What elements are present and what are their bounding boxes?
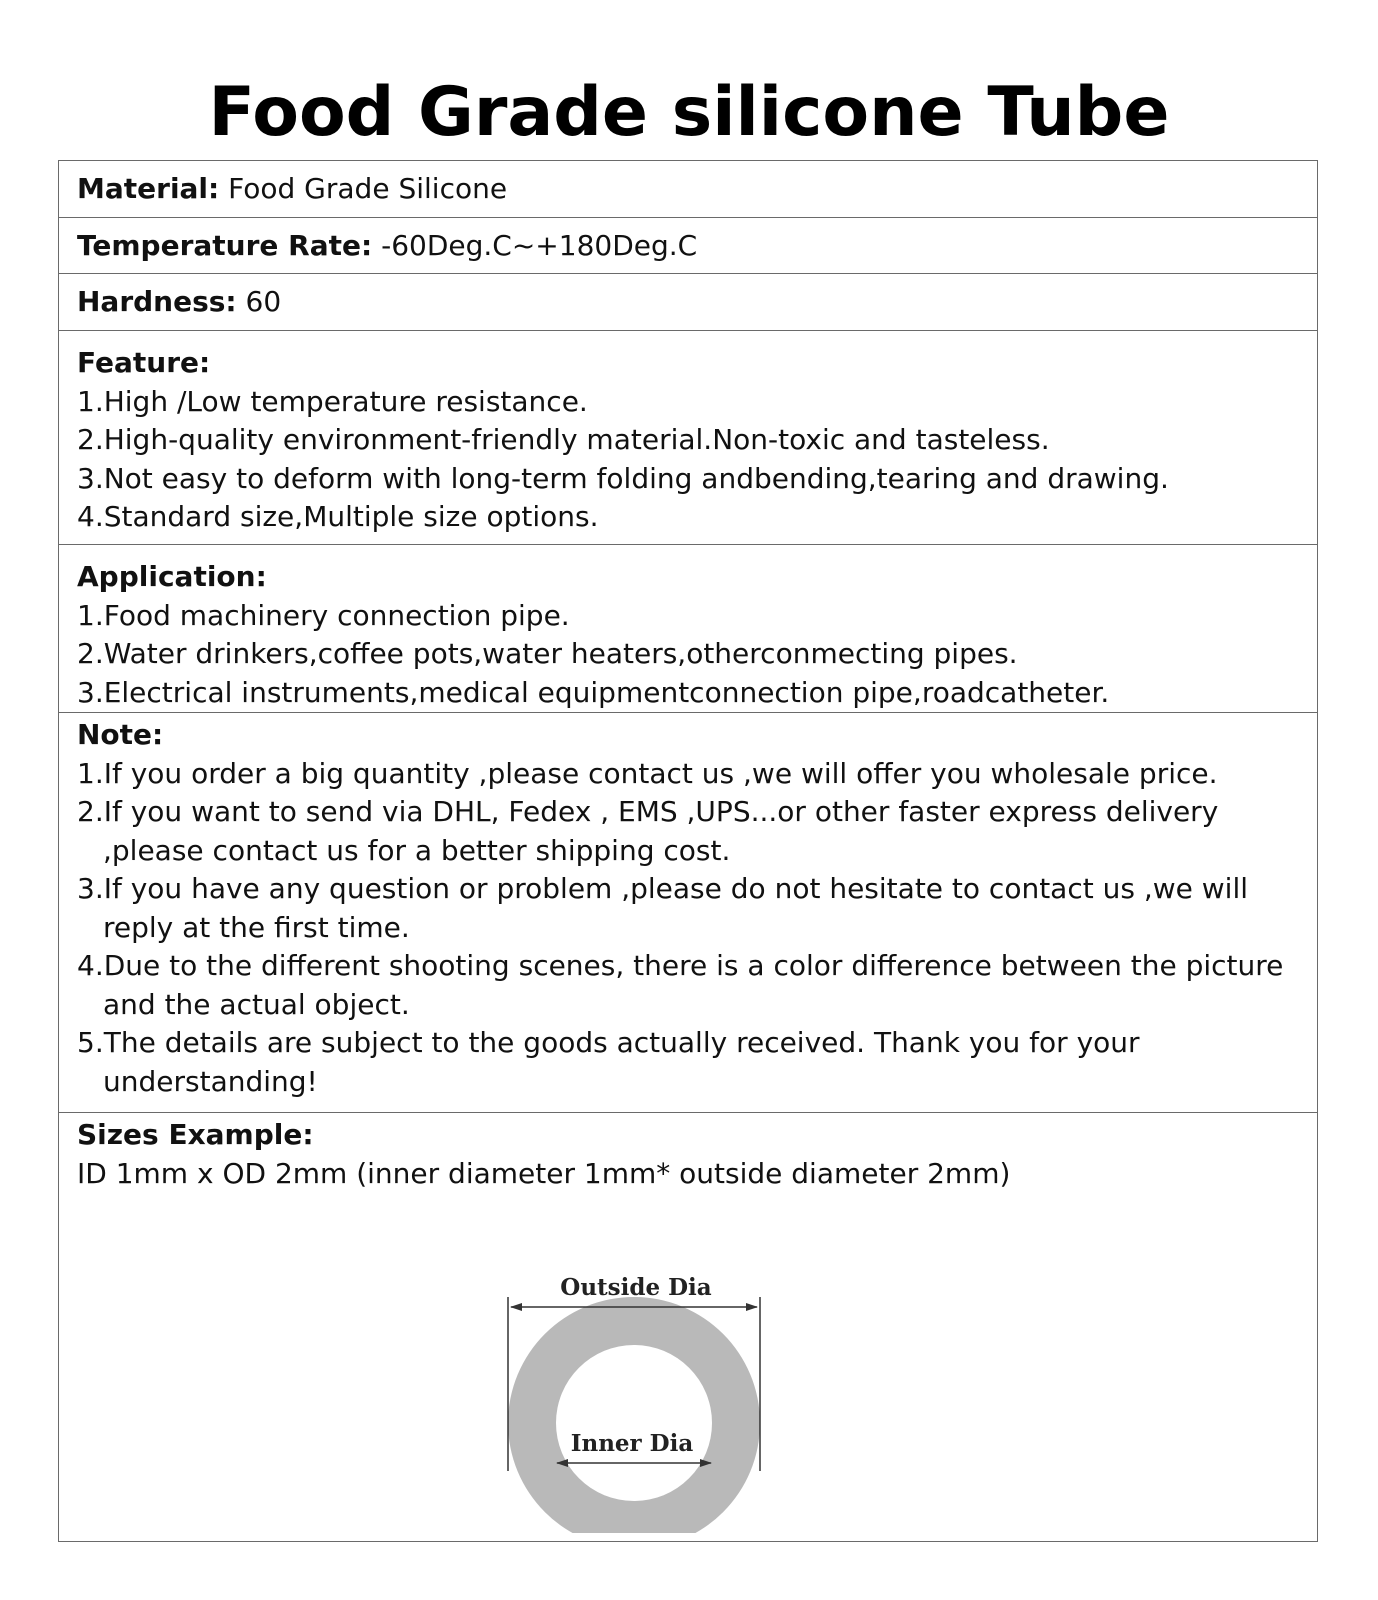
material-label: Material: xyxy=(77,172,220,205)
note-heading: Note: xyxy=(77,718,164,751)
application-item: 2.Water drinkers,coffee pots,water heaters,otherconmecting pipes. xyxy=(77,637,1018,670)
feature-item: 2.High-quality environment-friendly material.Non-toxic and tasteless. xyxy=(77,423,1050,456)
application-item: 3.Electrical instruments,medical equipmentconnection pipe,roadcatheter. xyxy=(77,675,1110,709)
feature-item: 1.High /Low temperature resistance. xyxy=(77,384,588,418)
note-item: 5.The details are subject to the goods actually received. Thank you for your understanding! xyxy=(77,1026,1140,1098)
temperature-value: -60Deg.C~+180Deg.C xyxy=(381,229,698,262)
spec-table xyxy=(58,160,1318,1542)
feature-item: 3.Not easy to deform with long-term folding andbending,tearing and drawing. xyxy=(77,461,1169,495)
sizes-heading: Sizes Example: xyxy=(77,1118,314,1151)
note-item: 2.If you want to send via DHL, Fedex , EMS ,UPS...or other faster express delivery ,please contact us for a better shipping cost. xyxy=(77,795,1219,867)
inner-dia-label: Inner Dia xyxy=(570,1430,694,1457)
tube-diameter-diagram xyxy=(499,1193,779,1533)
temperature-row xyxy=(59,218,1317,274)
temperature-label: Temperature Rate: xyxy=(77,229,373,262)
note-item: 1.If you order a big quantity ,please contact us ,we will offer you wholesale price. xyxy=(77,756,1218,790)
page-title: Food Grade silicone Tube xyxy=(208,73,1170,152)
sizes-example: ID 1mm x OD 2mm (inner diameter 1mm* outside diameter 2mm) xyxy=(77,1156,1011,1190)
feature-item: 4.Standard size,Multiple size options. xyxy=(77,500,599,533)
tube-cross-section-svg xyxy=(499,1193,779,1533)
material-row xyxy=(59,161,1317,218)
material-value: Food Grade Silicone xyxy=(228,172,508,205)
application-heading: Application: xyxy=(77,560,267,593)
feature-heading: Feature: xyxy=(77,346,211,379)
hardness-row xyxy=(59,274,1317,331)
application-item: 1.Food machinery connection pipe. xyxy=(77,598,570,632)
note-section xyxy=(59,713,1317,1113)
application-section xyxy=(59,545,1317,713)
hardness-label: Hardness: xyxy=(77,285,237,318)
feature-section xyxy=(59,331,1317,545)
tube-inner-hole xyxy=(556,1345,712,1501)
hardness-value: 60 xyxy=(245,285,282,318)
sizes-section xyxy=(59,1113,1317,1541)
note-item: 3.If you have any question or problem ,please do not hesitate to contact us ,we will reply at the first time. xyxy=(77,872,1249,944)
outside-dia-label: Outside Dia xyxy=(560,1274,712,1301)
note-item: 4.Due to the different shooting scenes, there is a color difference between the picture and the actual object. xyxy=(77,949,1284,1021)
